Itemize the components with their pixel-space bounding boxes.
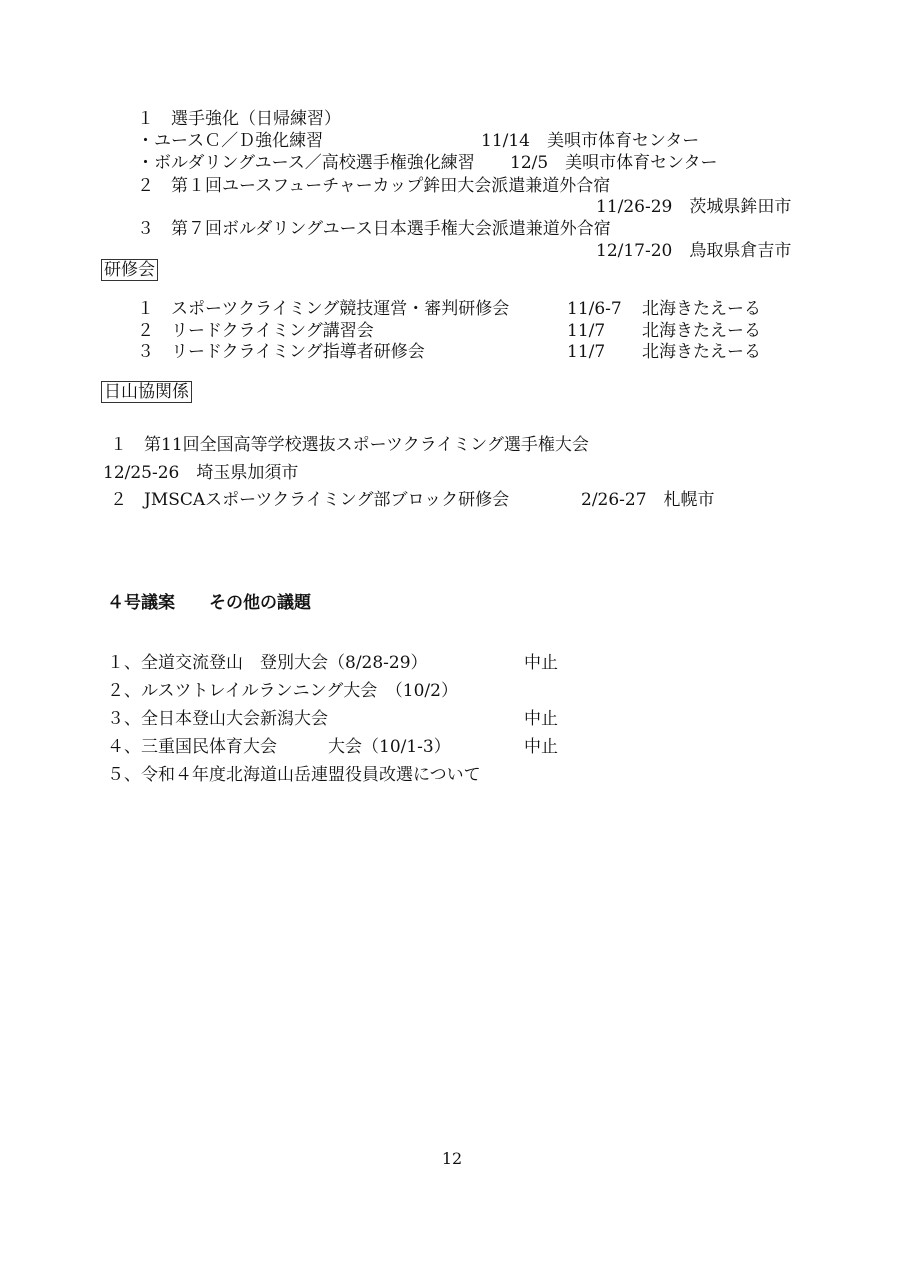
jma-item-1: １ 第11回全国高等学校選抜スポーツクライミング選手権大会 — [110, 435, 589, 455]
training-item-2-date: 11/26-29 茨城県鉾田市 — [596, 197, 792, 217]
proposal-4-item-4-status: 中止 — [524, 737, 558, 757]
proposal-4-item-2: ２、ルスツトレイルランニング大会 （10/2） — [107, 681, 458, 701]
training-item-bouldering: ・ボルダリングユース／高校選手権強化練習 — [137, 153, 475, 173]
proposal-4-item-3-status: 中止 — [524, 709, 558, 729]
jma-item-1-date-place: 12/25-26 埼玉県加須市 — [103, 463, 299, 483]
training-item-3: ３ 第７回ボルダリングユース日本選手権大会派遣兼道外合宿 — [137, 219, 611, 239]
page-number: 12 — [441, 1149, 463, 1168]
proposal-4-item-5: ５、令和４年度北海道山岳連盟役員改選について — [107, 765, 481, 785]
proposal-4-item-1-status: 中止 — [524, 653, 558, 673]
training-item-3-date: 12/17-20 鳥取県倉吉市 — [596, 241, 792, 261]
seminar-item-3-place: 北海きたえーる — [642, 342, 761, 362]
seminar-item-1-place: 北海きたえーる — [642, 299, 761, 319]
proposal-4-title: ４号議案 その他の議題 — [107, 593, 311, 613]
proposal-4-item-4: ４、三重国民体育大会 大会（10/1-3） — [107, 737, 451, 757]
seminar-item-2-place: 北海きたえーる — [642, 321, 761, 341]
seminar-item-2-name: ２ リードクライミング講習会 — [137, 321, 374, 341]
seminar-item-1-date: 11/6-7 — [567, 299, 622, 319]
proposal-4-item-3: ３、全日本登山大会新潟大会 — [107, 709, 328, 729]
jma-header: 日山協関係 — [101, 381, 192, 403]
jma-item-2-date-place: 2/26-27 札幌市 — [581, 490, 715, 510]
training-item-youth-cd-date: 11/14 美唄市体育センター — [481, 131, 700, 151]
training-item-youth-cd: ・ユースＣ／Ｄ強化練習 — [137, 131, 324, 151]
training-item-bouldering-date: 12/5 美唄市体育センター — [510, 153, 718, 173]
seminar-item-3-date: 11/7 — [567, 342, 606, 362]
seminar-item-3-name: ３ リードクライミング指導者研修会 — [137, 342, 425, 362]
training-item-1: １ 選手強化（日帰練習） — [137, 109, 341, 129]
jma-item-2: ２ JMSCAスポーツクライミング部ブロック研修会 — [110, 490, 510, 510]
seminar-item-1-name: １ スポーツクライミング競技運営・審判研修会 — [137, 299, 510, 319]
seminar-item-2-date: 11/7 — [567, 321, 606, 341]
training-item-2: ２ 第１回ユースフューチャーカップ鉾田大会派遣兼道外合宿 — [137, 176, 611, 196]
proposal-4-item-1: １、全道交流登山 登別大会（8/28-29） — [107, 653, 428, 673]
seminar-header: 研修会 — [101, 259, 158, 281]
